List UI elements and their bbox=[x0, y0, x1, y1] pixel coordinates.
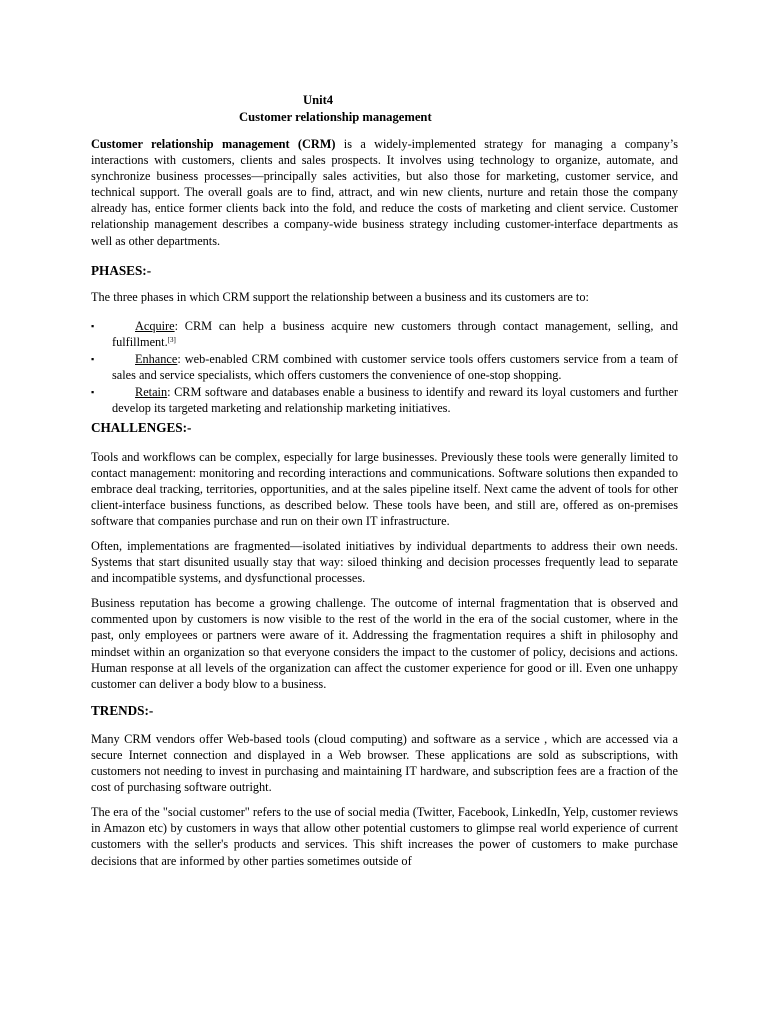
bullet-icon: ▪ bbox=[91, 320, 95, 331]
challenges-paragraph-2: Often, implementations are fragmented—isolated initiatives by individual departments to address their own needs. Systems that start disunited usually stay that way: siloed thinking and decision processes frequently lead to separate and incompatible systems, and dysfunctional processes. bbox=[91, 538, 678, 586]
bullet-icon: ▪ bbox=[91, 387, 95, 398]
phase-item-enhance bbox=[91, 351, 678, 383]
challenges-paragraph-1: Tools and workflows can be complex, especially for large businesses. Previously these tools were generally limited to contact management: monitoring and recording interactions and communications. Software solutions then expanded to embrace deal tracking, territories, opportunities, and at the sales pipeline itself. Next came the advent of tools for other client-interface business functions, as described below. These tools have been, and still are, offered as on-premises software that companies purchase and run on their own IT infrastructure. bbox=[91, 449, 678, 528]
phase-item-retain bbox=[91, 384, 678, 416]
trends-heading: TRENDS:- bbox=[91, 702, 154, 718]
bullet-icon: ▪ bbox=[91, 354, 95, 365]
phases-list bbox=[91, 318, 678, 417]
phase-label-enhance: Enhance bbox=[135, 352, 178, 367]
challenges-heading: CHALLENGES:- bbox=[91, 420, 192, 436]
challenges-paragraph-3: Business reputation has become a growing challenge. The outcome of internal fragmentation that is observed and commented upon by customers is now visible to the rest of the world in the era of the social customer, where in the past, only employees or partners were aware of it. Addressing the fragmentation requires a shift in philosophy and mindset within an organization so that everyone considers the impact to the customer of policy, decisions and actions. Human response at all levels of the organization can affect the customer experience for good or ill. Even one unhappy customer can deliver a body blow to a business. bbox=[91, 596, 678, 691]
phase-text-enhance: : web-enabled CRM combined with customer service tools offers customers service from a team of sales and service specialists, which offers customers the convenience of one-stop shopping. bbox=[112, 352, 678, 383]
citation-ref: [3] bbox=[167, 335, 176, 344]
document-body bbox=[91, 136, 678, 869]
phase-text-retain: : CRM software and databases enable a business to identify and reward its loyal customers and further develop its targeted marketing and relationship marketing initiatives. bbox=[112, 385, 678, 416]
trends-paragraph-2: The era of the "social customer" refers to the use of social media (Twitter, Facebook, LinkedIn, Yelp, customer reviews in Amazon etc) by customers in ways that allow other potential customers to glimpse real world experience of current customers with the seller's products and services. This shift increases the power of customers to make purchase decisions that are informed by other parties sometimes outside of bbox=[91, 805, 678, 868]
phase-text-acquire: : CRM can help a business acquire new customers through contact management, selling, and fulfillment. bbox=[112, 318, 678, 349]
intro-text: is a widely-implemented strategy for managing a company’s interactions with customers, clients and sales prospects. It involves using technology to organize, automate, and synchronize business processes—principally sales activities, but also those for marketing, customer service, and technical support. The overall goals are to find, attract, and win new clients, nurture and retain those the company already has, entice former clients back into the fold, and reduce the costs of marketing and client service. Customer relationship management describes a company-wide business strategy including customer-interface departments as well as other departments. bbox=[91, 137, 678, 248]
intro-term: Customer relationship management (CRM) bbox=[91, 137, 336, 151]
intro-paragraph bbox=[91, 136, 678, 249]
unit-label: Unit4 bbox=[303, 93, 334, 107]
phase-label-acquire: Acquire bbox=[135, 318, 175, 333]
trends-paragraph-1: Many CRM vendors offer Web-based tools (cloud computing) and software as a service , which are accessed via a secure Internet connection and displayed in a Web browser. These applications are sold as subscriptions, with customers not needing to invest in purchasing and maintaining IT hardware, and subscription fees are a fraction of the cost of purchasing software outright. bbox=[91, 731, 678, 795]
phase-item-acquire bbox=[91, 318, 678, 350]
phases-lead: The three phases in which CRM support the relationship between a business and its customers are to: bbox=[91, 289, 589, 304]
phases-heading: PHASES:- bbox=[91, 262, 152, 278]
phase-label-retain: Retain bbox=[135, 385, 168, 400]
page-title: Customer relationship management bbox=[239, 110, 432, 124]
